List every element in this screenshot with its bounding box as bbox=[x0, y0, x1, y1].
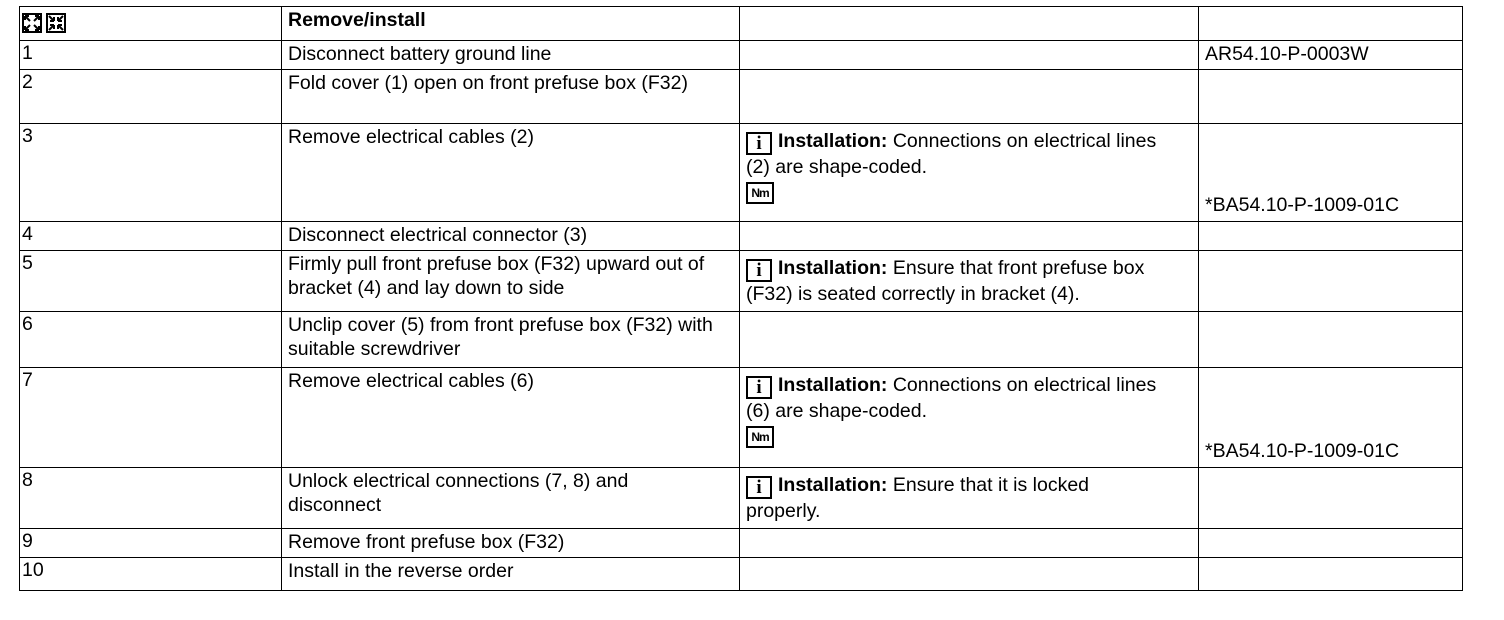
step-text: Unclip cover (5) from front prefuse box (F32) with suitable screwdriver bbox=[282, 312, 740, 368]
torque-icon[interactable]: Nm bbox=[746, 426, 774, 448]
step-number: 8 bbox=[20, 468, 282, 529]
table-row bbox=[20, 70, 1463, 124]
torque-icon[interactable]: Nm bbox=[746, 182, 774, 204]
expand-all-icon[interactable] bbox=[22, 13, 42, 33]
step-text: Fold cover (1) open on front prefuse box (F32) bbox=[282, 70, 740, 124]
step-note bbox=[740, 124, 1199, 222]
step-note bbox=[740, 558, 1199, 591]
step-note bbox=[740, 529, 1199, 558]
step-number: 9 bbox=[20, 529, 282, 558]
step-text: Firmly pull front prefuse box (F32) upward out of bracket (4) and lay down to side bbox=[282, 251, 740, 312]
info-icon: i bbox=[746, 476, 772, 499]
step-note bbox=[740, 312, 1199, 368]
header-title: Remove/install bbox=[282, 7, 740, 41]
table-row bbox=[20, 368, 1463, 468]
step-note bbox=[740, 70, 1199, 124]
step-reference bbox=[1199, 251, 1463, 312]
table-row bbox=[20, 251, 1463, 312]
step-text: Unlock electrical connections (7, 8) and disconnect bbox=[282, 468, 740, 529]
table-row bbox=[20, 468, 1463, 529]
step-reference bbox=[1199, 222, 1463, 251]
step-note bbox=[740, 41, 1199, 70]
step-number: 6 bbox=[20, 312, 282, 368]
table-row bbox=[20, 312, 1463, 368]
installation-note: Connections on electrical lines (2) are shape-coded. bbox=[746, 130, 1157, 178]
installation-note: Ensure that it is locked properly. bbox=[746, 474, 1090, 522]
step-reference bbox=[1199, 70, 1463, 124]
procedure-table bbox=[19, 6, 1463, 591]
info-icon: i bbox=[746, 259, 772, 282]
table-row bbox=[20, 529, 1463, 558]
step-number: 1 bbox=[20, 41, 282, 70]
step-number: 2 bbox=[20, 70, 282, 124]
step-note bbox=[740, 222, 1199, 251]
table-row bbox=[20, 41, 1463, 70]
step-reference-link[interactable]: AR54.10-P-0003W bbox=[1199, 41, 1463, 70]
table-row bbox=[20, 124, 1463, 222]
step-reference bbox=[1199, 124, 1463, 222]
step-reference-link[interactable]: *BA54.10-P-1009-01C bbox=[1205, 194, 1400, 216]
step-text: Disconnect battery ground line bbox=[282, 41, 740, 70]
step-number: 10 bbox=[20, 558, 282, 591]
step-number: 4 bbox=[20, 222, 282, 251]
step-reference bbox=[1199, 312, 1463, 368]
installation-label: Installation: bbox=[778, 374, 888, 396]
step-text: Remove electrical cables (2) bbox=[282, 124, 740, 222]
installation-note: Connections on electrical lines (6) are shape-coded. bbox=[746, 374, 1157, 422]
collapse-all-icon[interactable] bbox=[46, 13, 66, 33]
header-icons-cell bbox=[20, 7, 282, 41]
table-row bbox=[20, 558, 1463, 591]
installation-label: Installation: bbox=[778, 474, 888, 496]
step-reference bbox=[1199, 558, 1463, 591]
step-text: Disconnect electrical connector (3) bbox=[282, 222, 740, 251]
header-empty-cell bbox=[740, 7, 1199, 41]
step-text: Remove front prefuse box (F32) bbox=[282, 529, 740, 558]
step-number: 7 bbox=[20, 368, 282, 468]
installation-label: Installation: bbox=[778, 130, 888, 152]
step-reference bbox=[1199, 468, 1463, 529]
table-row bbox=[20, 222, 1463, 251]
info-icon: i bbox=[746, 132, 772, 155]
table-header-row bbox=[20, 7, 1463, 41]
step-number: 5 bbox=[20, 251, 282, 312]
step-reference bbox=[1199, 368, 1463, 468]
step-text: Remove electrical cables (6) bbox=[282, 368, 740, 468]
installation-label: Installation: bbox=[778, 257, 888, 279]
step-note bbox=[740, 368, 1199, 468]
step-reference bbox=[1199, 529, 1463, 558]
step-text: Install in the reverse order bbox=[282, 558, 740, 591]
step-note bbox=[740, 251, 1199, 312]
step-reference-link[interactable]: *BA54.10-P-1009-01C bbox=[1205, 440, 1400, 462]
info-icon: i bbox=[746, 376, 772, 399]
installation-note: Ensure that front prefuse box (F32) is seated correctly in bracket (4). bbox=[746, 257, 1145, 305]
header-empty-cell bbox=[1199, 7, 1463, 41]
step-number: 3 bbox=[20, 124, 282, 222]
step-note bbox=[740, 468, 1199, 529]
